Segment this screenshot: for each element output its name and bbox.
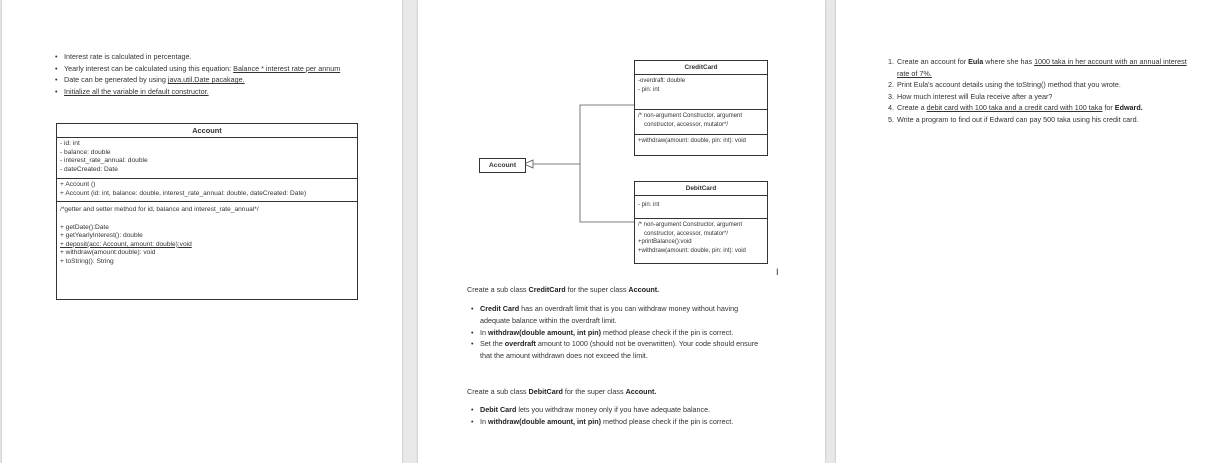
creditcard-instruction: Create a sub class CreditCard for the super class Account. [467, 285, 660, 294]
uml-attribute: - dateCreated: Date [60, 165, 118, 173]
list-item: • Debit Card lets you withdraw money only if you have adequate balance. [471, 404, 767, 416]
creditcard-requirements [471, 303, 767, 362]
initialize-link[interactable]: Initialize all the variable in default constructor. [64, 86, 209, 96]
debitcard-requirements [471, 404, 767, 428]
account-uml-class [56, 123, 358, 300]
account-superclass-box: Account [479, 158, 526, 173]
uml-method: +printBalance():void [638, 239, 692, 246]
account-uml-title: Account [57, 124, 357, 138]
uml-method: + getYearlyInterest(): double [60, 232, 143, 240]
debitcard-uml-class [634, 181, 768, 264]
creditcard-uml-methods [635, 135, 767, 148]
account-uml-methods [57, 202, 357, 269]
debitcard-uml-attributes [635, 196, 767, 219]
equation-link[interactable]: Balance * interest rate per annum [233, 63, 341, 73]
uml-attribute: - pin: int [638, 86, 660, 93]
uml-comment: constructor, accessor, mutator*/ [644, 121, 729, 128]
bullet-interest-percentage: • Interest rate is calculated in percentage. [55, 51, 355, 63]
bullet-date-package: • Date can be generated by using java.util.Date pacakage. [55, 74, 355, 86]
uml-method: + deposit(acc: Account, amount: double):void [60, 240, 192, 248]
account-uml-attributes [57, 138, 357, 179]
uml-comment: /*getter and setter method for id, balance and interest_rate_annual*/ [60, 206, 259, 213]
uml-attribute: - balance: double [60, 148, 111, 156]
text-cursor: I [776, 267, 779, 277]
bullet-initialize [55, 86, 355, 98]
task-item: 2. Print Eula's account details using the toString() method that you wrote. [888, 80, 1121, 90]
task-link[interactable]: debit card with 100 taka and a credit card with 100 taka [926, 103, 1103, 113]
task-item: 3. How much interest will Eula receive after a year? [888, 91, 1053, 101]
list-item: • In withdraw(double amount, int pin) method please check if the pin is correct. [471, 416, 767, 428]
creditcard-uml-class [634, 60, 768, 156]
uml-attribute: - pin: int [638, 202, 660, 208]
uml-comment: /* non-argument Constructor, argument [638, 222, 743, 228]
uml-method: + getDate():Date [60, 223, 109, 231]
bullet-yearly-interest: • Yearly interest can be calculated using this equation: Balance * interest rate per annum [55, 63, 355, 75]
uml-comment: /* non-argument Constructor, argument [638, 113, 743, 119]
creditcard-uml-comment [635, 110, 767, 135]
uml-comment: constructor, accessor, mutator*/ [644, 230, 729, 237]
uml-method: + toString(): String [60, 257, 114, 265]
task-item: 4. Create a debit card with 100 taka and a credit card with 100 taka for Edward. [888, 103, 1143, 113]
list-item: • Credit Card has an overdraft limit that is you can withdraw money without having adequate balance within the overdraft limit. [471, 303, 767, 327]
uml-constructor: + Account () [60, 181, 96, 188]
creditcard-uml-title: CreditCard [635, 61, 767, 75]
task-item: 5. Write a program to find out if Edward can pay 500 taka using his credit card. [888, 114, 1139, 124]
uml-attribute: - id: int [60, 140, 80, 147]
uml-constructor: + Account (id: int, balance: double, interest_rate_annual: double, dateCreated: Date) [60, 189, 307, 197]
task-item: 1. Create an account for Eula where she has 1000 taka in her account with an annual interest rate of 7%. [888, 57, 1187, 78]
uml-attribute: - interest_rate_annual: double [60, 157, 148, 165]
task-link[interactable]: 1000 taka in her account with an annual interest rate of 7%. [897, 57, 1187, 78]
debitcard-uml-body [635, 219, 767, 257]
uml-method: + withdraw(amount:double): void [60, 249, 156, 257]
debitcard-instruction: Create a sub class DebitCard for the super class Account. [467, 387, 657, 396]
account-uml-constructors [57, 179, 357, 202]
uml-method: +withdraw(amount: double, pin: int): void [638, 247, 746, 254]
list-item: • In withdraw(double amount, int pin) method please check if the pin is correct. [471, 327, 767, 339]
task-list [888, 56, 1193, 126]
debitcard-uml-title: DebitCard [635, 182, 767, 196]
requirements-list [55, 51, 355, 97]
creditcard-uml-attributes [635, 75, 767, 110]
date-package-link[interactable]: java.util.Date pacakage. [167, 75, 245, 85]
uml-method: +withdraw(amount: double, pin: int): void [638, 138, 746, 144]
uml-attribute: -overdraft: double [638, 78, 686, 84]
list-item: • Set the overdraft amount to 1000 (should not be overwritten). Your code should ensure that the amount withdrawn does not exceed the limit. [471, 338, 767, 362]
